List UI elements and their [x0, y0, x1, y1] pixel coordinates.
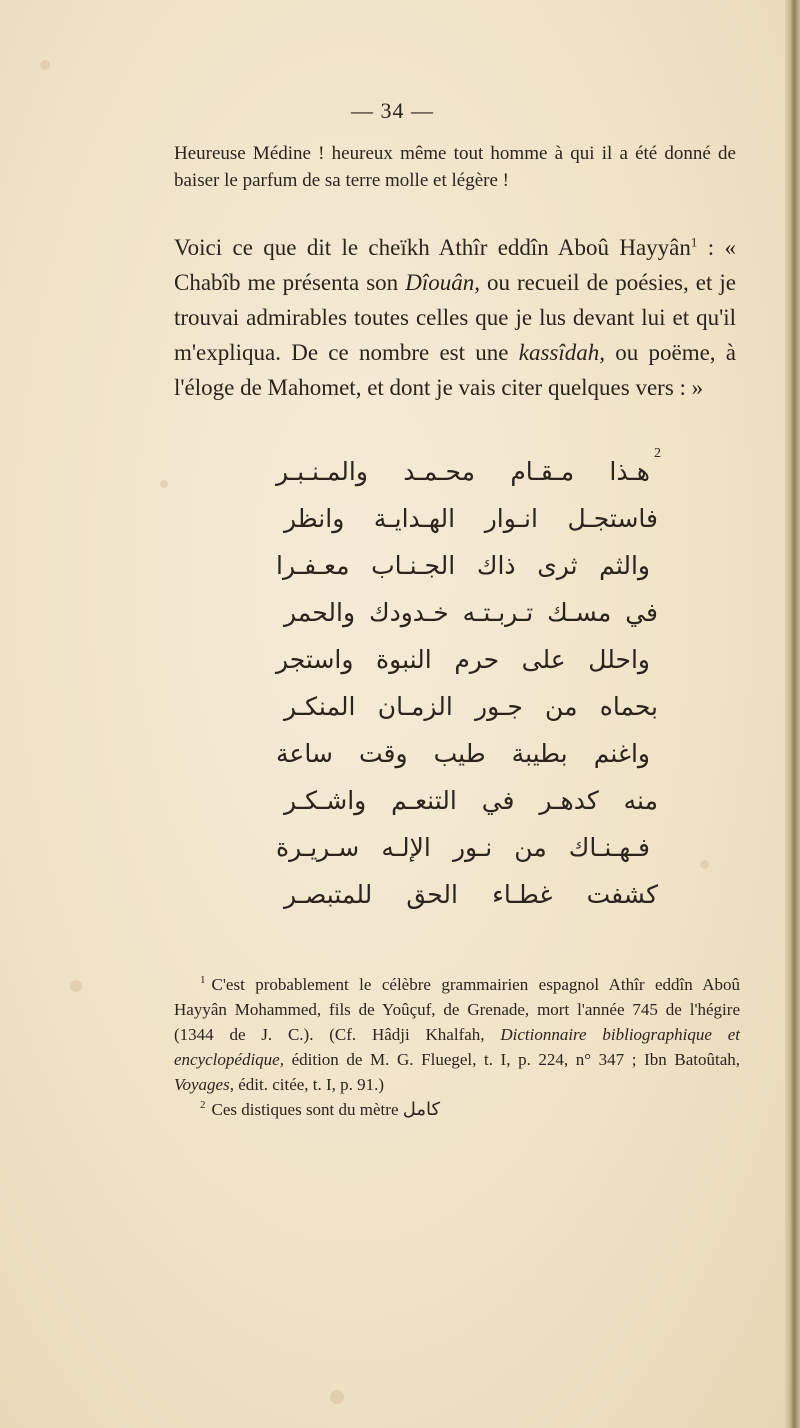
foxing-spot [70, 980, 82, 992]
dictionary-title: Dictionnaire bibliographique et encyclopédique, [174, 1025, 740, 1069]
kassidah-term: kassîdah, [518, 340, 605, 365]
paragraph-text: Voici ce que dit le cheïkh Athîr eddîn Aboû Hayyân [174, 235, 691, 260]
verse-line: في مسـك تـربـتـه خـدودك والحمر [284, 598, 658, 627]
meter-name-arabic: كامل [402, 1099, 441, 1120]
footnote-number: 2 [200, 1099, 206, 1112]
verse-line: فاستجـل انـوار الهـدايـة وانظر [284, 504, 658, 533]
paragraph-text: ou poëme, à l'éloge de Mahomet, et dont je vais citer quelques vers : » [174, 340, 736, 400]
diouan-title: Dîouân, [405, 270, 480, 295]
verse-line: هـذا مـقـام محـمـد والمـنـبـر [276, 457, 650, 486]
footnote-number: 1 [200, 974, 206, 987]
footnote-1 [174, 972, 740, 1097]
footnote-text: édit. citée, t. I, p. 91.) [233, 1075, 385, 1094]
verse-line: منه كدهـر في التنعـم واشـكـر [284, 786, 658, 815]
paragraph-text: ou recueil de poésies, et je trouvai admirables toutes celles que je lus devant lui et qu'il m'expliqua. De ce nombre est une [174, 270, 736, 365]
paragraph-abou-hayyan [174, 230, 736, 405]
verse-line: واغنم بطيبة طيب وقت ساعة [276, 739, 650, 768]
footnote-text: C'est probablement le célèbre grammairien espagnol Athîr eddîn Aboû Hayyân Mohammed, fils de Yoûçuf, de Grenade, mort l'année 745 de l'hégire (1344 de J. C.). (Cf. Hâdji Khalfah, [174, 975, 740, 1044]
verse-line: بحماه من جـور الزمـان المنكـر [284, 692, 658, 721]
arabic-verses [262, 448, 662, 918]
foxing-spot [160, 480, 168, 488]
verse-line: فـهـنـاك من نـور الإلـه سـريـرة [276, 833, 650, 862]
page-edge [785, 0, 800, 1428]
verse-line: والثم ثرى ذاك الجـنـاب معـفـرا [276, 551, 650, 580]
paragraph-text: : « Chabîb me présenta son [174, 235, 736, 295]
paragraph-medine: Heureuse Médine ! heureux même tout homme à qui il a été donné de baiser le parfum de sa terre molle et légère ! [174, 143, 736, 191]
footnotes [174, 972, 740, 1122]
foxing-spot [330, 1390, 344, 1404]
verse-footnote-ref: 2 [654, 446, 661, 461]
foxing-spot [40, 60, 50, 70]
footnote-ref: 1 [690, 234, 698, 250]
foxing-spot [700, 860, 709, 869]
footnote-text: Ces distiques sont du mètre [211, 1100, 403, 1119]
verse-line: كشفت غطـاء الحق للمتبصـر [284, 880, 658, 909]
footnote-2 [174, 1097, 740, 1122]
voyages-title: Voyages, [174, 1075, 234, 1094]
verse-line: واحلل على حرم النبوة واستجر [276, 645, 650, 674]
footnote-text: édition de M. G. Fluegel, t. I, p. 224, n° 347 ; Ibn Batoûtah, [283, 1050, 740, 1069]
page-number: — 34 — [351, 98, 434, 123]
